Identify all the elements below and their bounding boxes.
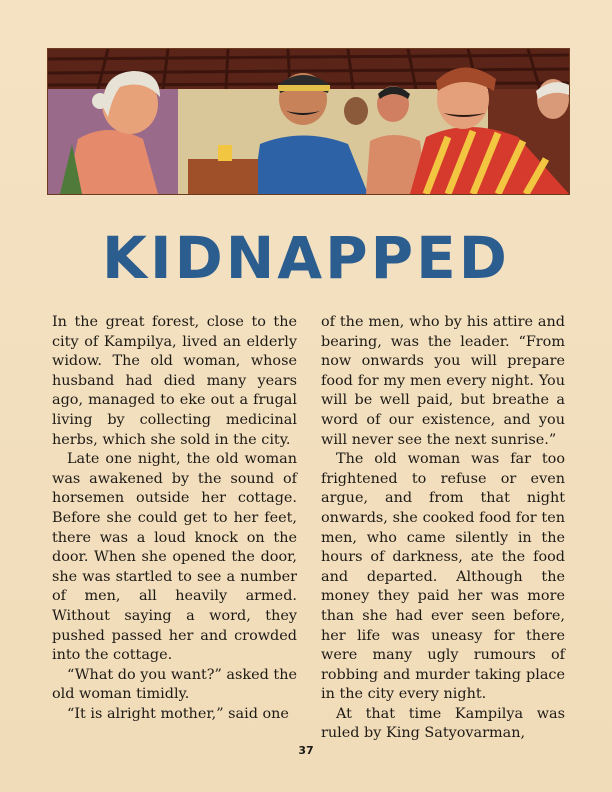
paragraph: of the men, who by his attire and bearing, was the leader. “From now onwards you will prepare food for my men every night. You will be well paid, but breathe a word of our existence, and you will never see the next sunrise.” bbox=[321, 314, 565, 448]
paragraph: “What do you want?” asked the old woman timidly. bbox=[52, 666, 297, 703]
page-number: 37 bbox=[298, 744, 314, 757]
paragraph: “It is alright mother,” said one bbox=[67, 705, 289, 722]
paragraph: The old woman was far too frightened to refuse or even argue, and from that night onwards, she cooked food for ten men, who came silently in the hours of darkness, ate the food and departed. Although the money they paid her was more than she had ever seen before, her life was uneasy for there were many ugly rumours of robbing and murder taking place in the city every night. bbox=[321, 451, 565, 703]
story-title: KIDNAPPED bbox=[102, 224, 510, 292]
right-column bbox=[321, 313, 565, 744]
paragraph: In the great forest, close to the city of Kampilya, lived an elderly widow. The old woman, whose husband had died many years ago, managed to eke out a frugal living by collecting medicinal herbs, which she sold in the city. bbox=[52, 314, 297, 448]
story-illustration bbox=[47, 48, 570, 195]
illustration-drawing bbox=[48, 49, 569, 194]
paragraph: Late one night, the old woman was awakened by the sound of horsemen outside her cottage. Before she could get to her feet, there was a loud knock on the door. When she opened the door, she was startled to see a number of men, all heavily armed. Without saying a word, they pushed passed her and crowded into the cottage. bbox=[52, 451, 297, 664]
paragraph: At that time Kampilya was ruled by King Satyovarman, bbox=[321, 705, 565, 742]
left-column bbox=[52, 313, 297, 724]
